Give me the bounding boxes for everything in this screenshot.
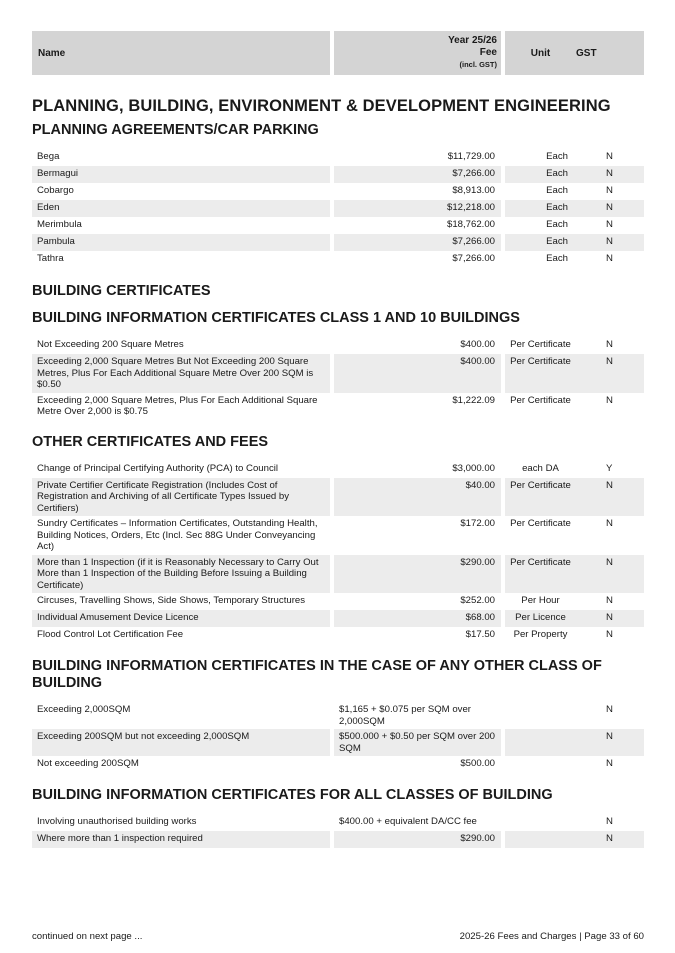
- header-fee-label: Fee: [479, 47, 497, 58]
- bic-all-table: [32, 814, 644, 848]
- header-fee-gst-note: (incl. GST): [459, 60, 497, 69]
- bic-all-title: BUILDING INFORMATION CERTIFICATES FOR ALL CLASSES OF BUILDING: [32, 787, 553, 803]
- footer-continued: continued on next page ...: [32, 931, 143, 942]
- row-fee: $7,266.00: [452, 253, 495, 264]
- row-name: Not exceeding 200SQM: [37, 758, 139, 769]
- bic-other-title: BUILDING INFORMATION CERTIFICATES IN THE CASE OF ANY OTHER CLASS OF BUILDING: [32, 658, 602, 691]
- row-name: Not Exceeding 200 Square Metres: [37, 339, 184, 350]
- table-row: [32, 217, 644, 234]
- row-unit: [505, 702, 576, 729]
- row-fee: $17.50: [465, 629, 495, 640]
- fees-page: [32, 31, 644, 848]
- row-name: Exceeding 2,000SQM: [37, 704, 131, 715]
- row-name: Private Certifier Certificate Registration (Includes Cost of Registration and Archiving of all Certificate Types Issued by Certifiers): [32, 478, 330, 517]
- row-fee: $400.00: [460, 339, 495, 350]
- section-title: PLANNING, BUILDING, ENVIRONMENT & DEVELOPMENT ENGINEERING: [32, 97, 611, 115]
- row-unit: Each: [505, 166, 576, 183]
- row-gst: N: [576, 729, 644, 756]
- row-fee: $3,000.00: [452, 462, 495, 474]
- row-name: Individual Amusement Device Licence: [32, 610, 330, 627]
- row-unit: Per Certificate: [505, 354, 576, 393]
- row-gst: N: [606, 816, 613, 827]
- row-unit: Per Property: [513, 629, 568, 640]
- row-name: Tathra: [37, 253, 64, 264]
- row-name: Exceeding 2,000 Square Metres But Not Exceeding 200 Square Metres, Plus For Each Additional Square Metre Over 200 SQM is $0.50: [32, 354, 330, 393]
- row-unit: Each: [546, 219, 568, 230]
- row-gst: N: [576, 610, 644, 627]
- row-name: Eden: [32, 200, 330, 217]
- row-fee: $252.00: [460, 595, 495, 606]
- row-fee: $1,222.09: [452, 394, 495, 406]
- table-row: [32, 251, 644, 268]
- row-fee: $8,913.00: [452, 185, 495, 196]
- row-fee: $11,729.00: [447, 151, 495, 162]
- row-unit: [505, 814, 576, 831]
- row-name: Bermagui: [32, 166, 330, 183]
- table-row: [32, 166, 644, 183]
- row-gst: N: [606, 704, 613, 715]
- table-row: [32, 516, 644, 555]
- table-row: [32, 814, 644, 831]
- row-fee: $290.00: [334, 555, 501, 594]
- row-fee: $40.00: [334, 478, 501, 517]
- table-row: [32, 555, 644, 594]
- row-fee: $7,266.00: [334, 166, 501, 183]
- building-certificates-title: BUILDING CERTIFICATES: [32, 283, 211, 299]
- table-row: [32, 200, 644, 217]
- row-unit: [505, 756, 576, 773]
- row-fee: $1,165 + $0.075 per SQM over 2,000SQM: [339, 704, 471, 727]
- row-gst: N: [606, 518, 613, 529]
- row-fee: $500.00: [460, 758, 495, 769]
- table-row: [32, 149, 644, 166]
- table-row: [32, 183, 644, 200]
- row-name: Circuses, Travelling Shows, Side Shows, Temporary Structures: [37, 595, 306, 606]
- row-name: Flood Control Lot Certification Fee: [37, 629, 184, 640]
- table-row: [32, 627, 644, 644]
- row-fee: $400.00: [334, 354, 501, 393]
- row-unit: Per Certificate: [510, 394, 571, 406]
- table-row: [32, 337, 644, 354]
- row-unit: Each: [505, 234, 576, 251]
- table-row: [32, 478, 644, 517]
- row-unit: Per Certificate: [510, 339, 571, 350]
- table-header: [32, 31, 644, 75]
- row-fee: $500.000 + $0.50 per SQM over 200 SQM: [334, 729, 501, 756]
- table-row: [32, 461, 644, 478]
- row-fee: $400.00 + equivalent DA/CC fee: [339, 816, 477, 827]
- row-name: Where more than 1 inspection required: [32, 831, 330, 848]
- row-gst: N: [606, 629, 613, 640]
- footer-page-info: 2025-26 Fees and Charges | Page 33 of 60: [459, 931, 644, 942]
- row-gst: N: [576, 478, 644, 517]
- row-gst: N: [606, 339, 613, 350]
- row-fee: $290.00: [334, 831, 501, 848]
- header-fee: [334, 31, 501, 75]
- row-gst: N: [606, 394, 613, 406]
- table-row: [32, 393, 644, 420]
- row-unit: Per Certificate: [505, 555, 576, 594]
- row-name: Involving unauthorised building works: [37, 816, 197, 827]
- row-gst: N: [606, 758, 613, 769]
- row-name: Merimbula: [37, 219, 82, 230]
- table-row: [32, 610, 644, 627]
- header-gst: GST: [576, 31, 644, 75]
- row-unit: Per Certificate: [505, 478, 576, 517]
- table-row: [32, 729, 644, 756]
- planning-table: [32, 149, 644, 268]
- other-certs-table: [32, 461, 644, 645]
- row-gst: N: [606, 595, 613, 606]
- bic-other-table: [32, 702, 644, 773]
- table-row: [32, 756, 644, 773]
- row-fee: $12,218.00: [334, 200, 501, 217]
- row-unit: Each: [546, 253, 568, 264]
- bic-class1-title: BUILDING INFORMATION CERTIFICATES CLASS 1 AND 10 BUILDINGS: [32, 310, 520, 326]
- table-row: [32, 354, 644, 393]
- row-gst: N: [606, 151, 613, 162]
- row-unit: Per Hour: [521, 595, 560, 606]
- row-gst: N: [606, 185, 613, 196]
- header-unit: Unit: [505, 31, 576, 75]
- row-name: More than 1 Inspection (if it is Reasonably Necessary to Carry Out More than 1 Inspection of the Building Before Issuing a Building Certificate): [32, 555, 330, 594]
- row-gst: N: [606, 219, 613, 230]
- row-name: Exceeding 2,000 Square Metres, Plus For Each Additional Square Metre Over 2,000 is $0.75: [37, 394, 318, 417]
- row-unit: Each: [546, 185, 568, 196]
- row-name: Exceeding 200SQM but not exceeding 2,000SQM: [32, 729, 330, 756]
- row-fee: $172.00: [460, 518, 495, 529]
- row-gst: N: [576, 831, 644, 848]
- row-name: Cobargo: [37, 185, 74, 196]
- table-row: [32, 234, 644, 251]
- header-name: Name: [32, 31, 330, 75]
- row-gst: N: [576, 234, 644, 251]
- row-unit: [505, 831, 576, 848]
- other-certs-title: OTHER CERTIFICATES AND FEES: [32, 433, 269, 450]
- table-row: [32, 593, 644, 610]
- row-name: Bega: [37, 151, 60, 162]
- table-row: [32, 831, 644, 848]
- row-unit: each DA: [522, 462, 559, 474]
- row-unit: Each: [505, 200, 576, 217]
- row-fee: $68.00: [334, 610, 501, 627]
- row-unit: Per Licence: [505, 610, 576, 627]
- row-fee: $7,266.00: [334, 234, 501, 251]
- row-unit: Each: [546, 151, 568, 162]
- planning-title: PLANNING AGREEMENTS/CAR PARKING: [32, 122, 319, 138]
- row-unit: Per Certificate: [510, 518, 571, 529]
- row-name: Sundry Certificates – Information Certificates, Outstanding Health, Building Notices, Orders, Etc (Incl. Sec 88G Under Conveyancing Act): [37, 518, 318, 552]
- header-fee-year: Year 25/26: [448, 35, 497, 46]
- row-unit: [505, 729, 576, 756]
- row-fee: $18,762.00: [446, 219, 495, 230]
- row-gst: N: [576, 354, 644, 393]
- row-gst: N: [576, 555, 644, 594]
- bic-class1-table: [32, 337, 644, 420]
- row-gst: N: [576, 200, 644, 217]
- row-gst: Y: [606, 462, 613, 474]
- row-name: Change of Principal Certifying Authority (PCA) to Council: [37, 462, 279, 474]
- row-gst: N: [606, 253, 613, 264]
- table-row: [32, 702, 644, 729]
- row-name: Pambula: [32, 234, 330, 251]
- row-gst: N: [576, 166, 644, 183]
